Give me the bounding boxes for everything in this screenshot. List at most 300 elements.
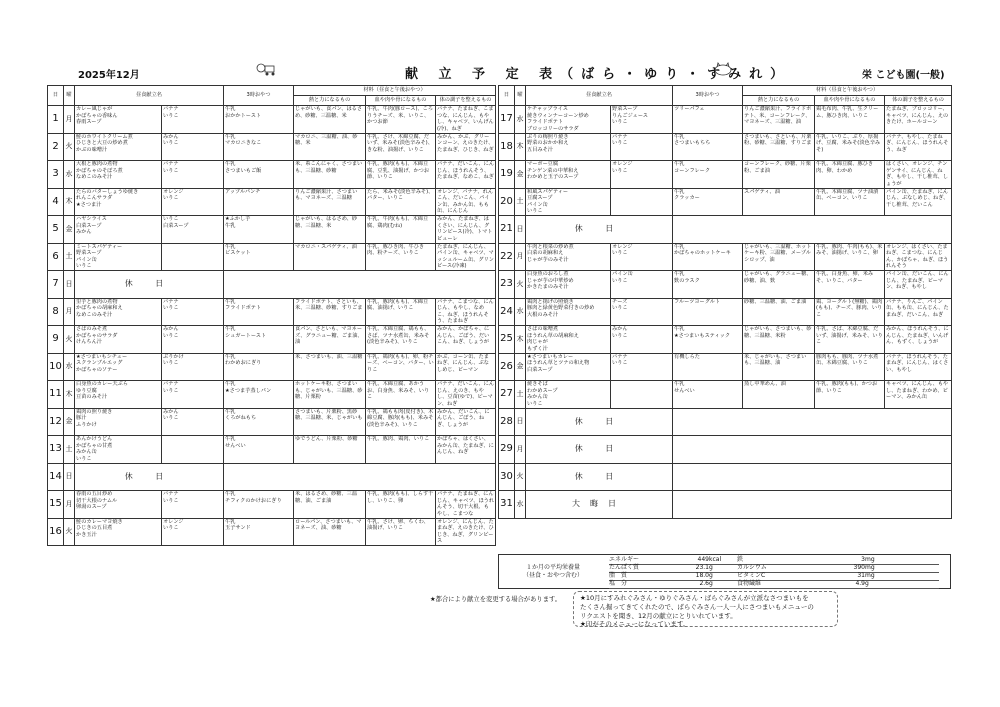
weekday: 日 — [64, 271, 75, 299]
nutrient-unit: kcal — [709, 556, 722, 563]
fruit-side: オレンジ いりこ — [162, 518, 224, 546]
col-lunch: 昼食献立名 — [526, 86, 673, 106]
menu-row — [499, 408, 952, 436]
ingredients-yellow: 牛乳、木綿豆腐、鶏もも、さば、ツナ水煮缶、米みそ(淡色辛みそ)、いりこ — [366, 326, 436, 354]
menu-row — [48, 161, 496, 189]
holiday-label: 休 日 — [526, 408, 673, 436]
nutrient-name: カルシウム — [737, 564, 767, 571]
snack-menu: 牛乳 ★さつまいもスティック — [673, 326, 743, 354]
col-red: 熱と力になるもの — [294, 96, 366, 106]
empty-cell — [224, 271, 496, 299]
fruit-side: みかん いりこ — [611, 326, 673, 354]
ingredients-green: バナナ、ほうれんそう、たまねぎ、にんじん、はくさい、もやし — [885, 353, 952, 381]
ingredients-green: キャベツ、にんじん、もやし、たまねぎ、わかめ、ピーマン、みかん缶 — [885, 381, 952, 409]
snack-menu: 牛乳 シュガートースト — [224, 326, 294, 354]
day-number: 25 — [499, 326, 515, 354]
lunch-menu: 焼きそば わかめスープ みかん缶 いりこ — [526, 381, 611, 409]
fruit-side: バナナ いりこ — [162, 106, 224, 134]
ingredients-green: バナナ、たまねぎ、こまつな、にんじん、もやし、キャベツ、いんげん(冷)、ねぎ — [437, 106, 494, 132]
menu-row — [48, 298, 496, 326]
ingredients-red: じゃがいも、三温糖、ホットケーキ粉、三温糖、メープルシロップ、油 — [743, 243, 815, 271]
menu-row — [499, 133, 952, 161]
fruit-side — [611, 381, 673, 409]
ingredients-red: じゃがいも、はるさめ、砂糖、三温糖、米 — [294, 216, 366, 244]
weekday: 金 — [64, 216, 75, 244]
fruit-side: バナナ いりこ — [611, 133, 673, 161]
ingredients-red: じゃがいも、グラニュー糖、砂糖、油、麩 — [743, 271, 815, 299]
col-yellow: 血や肉や骨になるもの — [366, 96, 436, 106]
nutrition-table — [498, 554, 951, 589]
weekday: 水 — [64, 353, 75, 381]
weekday: 月 — [515, 243, 526, 271]
empty-cell — [673, 436, 952, 464]
menu-row — [499, 381, 952, 409]
snack-menu: 牛乳 ★さつま芋蒸しパン — [224, 381, 294, 409]
nutrient-unit: g — [709, 564, 713, 571]
menu-row — [499, 491, 952, 519]
nutrition-label: １か月の平均栄養量 （昼食・おやつ含む） — [522, 564, 583, 580]
nutrient-unit: g — [709, 580, 713, 587]
ingredients-green: みかん、たまねぎ、はくさい、にんじん、グリンピース(冷)、トマトピューレ — [436, 216, 496, 244]
day-number: 27 — [499, 381, 515, 409]
ingredients-green: パイン缶、たまねぎ、にんじん、ぶなしめじ、ねぎ、干し椎茸、だいこん — [885, 188, 952, 216]
nutrient-value: 3 — [861, 556, 865, 563]
col-green: 体の調子を整えるもの — [885, 96, 952, 106]
lunch-menu: 鮭のカレーマヨ焼き ひじきの五目煮 かき玉汁 — [75, 518, 162, 546]
nutrient-name: 鉄 — [737, 556, 744, 563]
day-number: 2 — [48, 133, 64, 161]
empty-cell — [673, 491, 952, 519]
fruit-side: オレンジ いりこ — [611, 243, 673, 271]
day-number: 23 — [499, 271, 515, 299]
nutrient-unit: mg — [865, 572, 875, 579]
ingredients-yellow: 豚肉もも、豚肉、ツナ水煮缶、木綿豆腐、いりこ — [815, 353, 885, 381]
ingredients-yellow: 牛乳、豚肉(もも)、かつお節、いりこ — [815, 381, 885, 409]
day-number: 17 — [499, 106, 515, 134]
menu-row — [499, 463, 952, 491]
ingredients-red: スパゲティ、油 — [743, 188, 815, 216]
weekday: 土 — [515, 188, 526, 216]
nutrient-name: たんぱく質 — [609, 564, 640, 571]
fruit-side — [162, 436, 224, 464]
day-number: 26 — [499, 353, 515, 381]
fruit-side: オレンジ いりこ — [611, 161, 673, 189]
ingredients-green: バナナ、こまつな、にんじん、もやし、なめこ、ねぎ、ほうれんそう、たまねぎ — [437, 298, 494, 324]
snack-menu: 牛乳 ビスケット — [224, 243, 294, 271]
weekday: 火 — [64, 133, 75, 161]
ingredients-yellow: 牛乳、さば、木綿豆腐、だいず、油揚げ、米みそ、いりこ — [815, 326, 885, 354]
day-number: 4 — [48, 188, 64, 216]
lunch-menu: ★さつまいもカレー ほうれん草とツナの和え物 白菜スープ — [526, 353, 611, 381]
lunch-menu: 牛肉と根菜の炒め煮 白菜の胡麻和え じゃが芋のみそ汁 — [526, 243, 611, 271]
ingredients-green: バナナ、たまねぎ、にんじん、キャベツ、ほうれんそう、切干大根、もやし、こまつな — [437, 491, 495, 517]
ingredients-yellow: たら、米みそ(淡色辛みそ)、バター、いりこ — [366, 188, 436, 216]
snack-menu: 牛乳 クラッカー — [673, 188, 743, 216]
col-day: 日 — [48, 86, 64, 106]
year-month: 2025年12月 — [78, 70, 140, 81]
nutrient-name: ビタミンC — [737, 572, 766, 579]
ingredients-green: かぼちゃ、はくさい、みかん缶、たまねぎ、にんじん、ねぎ — [436, 436, 496, 464]
weekday: 日 — [515, 408, 526, 436]
day-number: 8 — [48, 298, 64, 326]
menu-table-right — [498, 85, 952, 519]
menu-row — [499, 326, 952, 354]
ingredients-green: たまねぎ、にんじん、パイン缶、キャベツ、マッシュルーム缶、グリンピース(冷凍) — [437, 243, 494, 269]
snack-menu: 牛乳 わかめおにぎり — [224, 353, 294, 381]
ingredients-yellow: 鶏、ヨーグルト(無糖)、鶏肉(もも)、チーズ、豚肉、いりこ — [815, 298, 885, 326]
ingredients-yellow: 牛乳、木綿豆腐、あかうお、白身魚、米みそ、いりこ — [366, 381, 436, 409]
snack-menu: 有機しらた — [673, 353, 743, 381]
day-number: 24 — [499, 298, 515, 326]
lunch-menu: カレー風じゃが かぼちゃの香味ん 春雨スープ — [75, 106, 162, 134]
ingredients-yellow: 牛乳、牛肉(もも)、木綿豆腐、鶏肉(むね) — [366, 216, 436, 244]
fruit-side: バナナ いりこ — [162, 491, 224, 519]
ingredients-green: オレンジ、はくさい、たまねぎ、こまつな、にんじん、かぼちゃ、ねぎ、ほうれんそう — [885, 243, 952, 271]
cat-illustration — [712, 62, 734, 76]
weekday: 土 — [64, 243, 75, 271]
fruit-side: オレンジ いりこ — [162, 188, 224, 216]
col-ingredients: 材料（昼食と午後おやつ） — [294, 86, 496, 96]
menu-row — [48, 188, 496, 216]
weekday: 土 — [64, 436, 75, 464]
ingredients-green: バナナ、だいこん、にんじん、えのき、もやし、豆苗(ゆで)、ピーマン、ねぎ — [437, 381, 495, 407]
nursery-name: 栄 こども園(一般) — [862, 70, 945, 81]
fruit-side: パイン缶 いりこ — [611, 271, 673, 299]
snack-menu: ★ふかし芋 牛乳 — [224, 216, 294, 244]
ingredients-red: りんご濃縮果汁、さつまいも、マヨネーズ、三温糖 — [294, 188, 366, 216]
day-number: 14 — [48, 463, 64, 491]
day-number: 7 — [48, 271, 64, 299]
empty-cell — [673, 216, 952, 244]
ingredients-green: みかん、だいこん、にんじん、ごぼう、ねぎ、しょうが — [436, 408, 496, 436]
lunch-menu: 白身魚のカレー天ぷら ゆり豆腐 豆苗のみそ汁 — [75, 381, 162, 409]
nutrient-name: 塩 分 — [609, 580, 628, 587]
ingredients-red: さつまいも、さといも、片栗粉、砂糖、三温糖、すりごま — [743, 133, 815, 161]
lunch-menu: ケチャップライス 焼きウィンナーコーン炒め フライドポテト ブロッコリーのサラダ — [526, 106, 611, 134]
nutrient-value: 449 — [697, 556, 709, 563]
nutrient-unit: mg — [865, 556, 875, 563]
menu-row — [499, 271, 952, 299]
holiday-label: 休 日 — [526, 463, 673, 491]
weekday: 月 — [64, 298, 75, 326]
ingredients-red: りんご濃縮果汁、フライドポテト、米、コーンフレーク、マヨネーズ、三温糖、油 — [743, 106, 815, 134]
day-number: 30 — [499, 463, 515, 491]
col-snack: 3時おやつ — [673, 86, 743, 106]
fruit-side: バナナ いりこ — [611, 353, 673, 381]
weekday: 木 — [515, 326, 526, 354]
weekday: 水 — [515, 106, 526, 134]
ingredients-yellow: 牛乳、牛肉(豚ロース)、ころりうチーズ、米、いりこ、かつお節 — [366, 106, 436, 134]
lunch-menu: 鶏肉の照り焼き 豚汁 ふりかけ — [75, 408, 162, 436]
day-number: 18 — [499, 133, 515, 161]
menu-row — [48, 408, 496, 436]
snack-menu: 牛乳 麩のラスク — [673, 271, 743, 299]
weekday: 水 — [64, 161, 75, 189]
weekday: 火 — [515, 271, 526, 299]
menu-row — [48, 436, 496, 464]
lunch-menu: あんかけうどん かぼちゃの甘煮 みかん缶 いりこ — [75, 436, 162, 464]
holiday-label: 休 日 — [75, 271, 224, 299]
lunch-menu: 里芋と豚肉の煮物 かぼちゃの胡麻和え なめこのみそ汁 — [75, 298, 162, 326]
empty-cell — [673, 463, 952, 491]
ingredients-red: ロールパン、さつまいも、マヨネーズ、油、砂糖 — [294, 518, 366, 546]
ingredients-yellow: 牛乳、いりこ、ぶり、厚揚げ、豆腐、米みそ(淡色辛みそ) — [815, 133, 885, 161]
col-red: 熱と力になるもの — [743, 96, 815, 106]
weekday: 火 — [64, 518, 75, 546]
ingredients-red: じゃがいも、さつまいも、砂糖、三温糖、米粉 — [743, 326, 815, 354]
day-number: 15 — [48, 491, 64, 519]
ingredients-red: さつまいも、片栗粉、黒砂糖、三温糖、米、じゃがいも — [294, 408, 366, 436]
ingredients-yellow: 牛乳、豚肉(もも)、木綿豆腐、油揚げ、いりこ — [366, 298, 436, 326]
change-notice: ★都合により献立を変更する場合があります。 — [430, 596, 562, 603]
lunch-menu: 和風スパゲティー 豆腐スープ パイン缶 いりこ — [526, 188, 611, 216]
snack-menu: 牛乳 チフィクのかけおにぎり — [224, 491, 294, 519]
fruit-side — [162, 243, 224, 271]
weekday: 月 — [515, 436, 526, 464]
day-number: 16 — [48, 518, 64, 546]
snack-menu: 牛乳 さつまいもちち — [673, 133, 743, 161]
ingredients-yellow: 牛乳、白身魚、卵、米みそ、いりこ、バター — [815, 271, 885, 299]
ingredients-red: 米、はるさめ、砂糖、三温糖、油、ごま油 — [294, 491, 366, 519]
ingredients-green: みかん、ほうれんそう、にんじん、たまねぎ、いんげん、もずく、しょうが — [885, 326, 952, 354]
holiday-label: 休 日 — [75, 463, 224, 491]
snack-menu: 牛乳 かぼちゃのホットケーキ — [673, 243, 743, 271]
fruit-side: みかん いりこ — [162, 326, 224, 354]
weekday: 日 — [64, 463, 75, 491]
snack-menu: 牛乳 マカロニきなこ — [224, 133, 294, 161]
nutrient-unit: mg — [865, 564, 875, 571]
lunch-menu: ★さつまいもシチュー スクランブルエッグ かぼちゃのソテー — [75, 353, 162, 381]
day-number: 21 — [499, 216, 515, 244]
menu-row — [48, 381, 496, 409]
ingredients-yellow: 牛乳、さけ、木綿豆腐、だいず、米みそ(淡色辛みそ)、きな粉、油揚げ、いりこ — [366, 133, 436, 161]
ingredients-green: かぶ、コーン缶、たまねぎ、にんじん、ぶなしめじ、ピーマン — [436, 353, 496, 381]
menu-row — [48, 271, 496, 299]
toy-car-illustration — [255, 62, 277, 76]
snack-menu: 牛乳 フライドポテト — [224, 298, 294, 326]
menu-table-left — [47, 85, 496, 546]
weekday: 月 — [64, 491, 75, 519]
snack-menu: 牛乳 せんべい — [673, 381, 743, 409]
ingredients-red: 米、糸こんにゃく、さつまいも、三温糖、砂糖 — [294, 161, 366, 189]
day-number: 22 — [499, 243, 515, 271]
ingredients-red: ホットケーキ粉、さつまいも、じゃがいも、三温糖、砂糖、片栗粉 — [294, 381, 366, 409]
day-number: 29 — [499, 436, 515, 464]
holiday-label: 休 日 — [526, 216, 673, 244]
menu-row — [48, 491, 496, 519]
weekday: 木 — [64, 188, 75, 216]
col-yellow: 血や肉や骨になるもの — [815, 96, 885, 106]
lunch-menu: ミートスパゲティー 野菜スープ パイン缶 いりこ — [75, 243, 162, 271]
menu-row — [48, 133, 496, 161]
nutrient-name: 脂 質 — [609, 572, 628, 579]
menu-row — [48, 216, 496, 244]
day-number: 20 — [499, 188, 515, 216]
ingredients-green: パイン缶、だいこん、にんじん、たまねぎ、ピーマン、ねぎ、もやし — [885, 271, 952, 299]
fruit-side — [611, 188, 673, 216]
ingredients-yellow: 牛乳、鶏肉(もも)、卵、粉チーズ、ベーコン、バター、いりこ — [366, 353, 436, 381]
fruit-side: みかん いりこ — [162, 408, 224, 436]
nutrient-value: 18.0 — [695, 572, 709, 579]
menu-row — [499, 243, 952, 271]
ingredients-green: バナナ、だいこん、にんじん、ほうれんそう、たまねぎ、なめこ、ねぎ — [436, 161, 496, 189]
weekday: 水 — [515, 491, 526, 519]
ingredients-red: コーンフレーク、砂糖、片栗粉、ごま油 — [743, 161, 815, 189]
lunch-menu: 大根と豚肉の煮物 かぼちゃのそぼろ煮 なめこのみそ汁 — [75, 161, 162, 189]
ingredients-yellow: 牛乳、豚肉、牛肉(もも)、米みそ、油揚げ、いりこ、卵 — [815, 243, 885, 271]
nutrient-value: 31 — [857, 572, 865, 579]
nutrition-row — [609, 557, 939, 565]
col-day: 日 — [499, 86, 515, 106]
lunch-menu: さばのみそ煮 かぼちゃのサラダ けんちん汁 — [75, 326, 162, 354]
nutrition-row — [609, 573, 939, 581]
ingredients-yellow: 牛乳、木綿豆腐、豚ひき肉、卵、わかめ — [815, 161, 885, 189]
snack-menu: ツリーパフェ — [673, 106, 743, 134]
ingredients-red: マカロニ・スパゲティ、油 — [294, 243, 366, 271]
ingredients-green: みかん、かぶ、グリーンコーン、えのきたけ、たまねぎ、ひじき、ねぎ — [436, 133, 496, 161]
snack-menu: 牛乳 玉子サンド — [224, 518, 294, 546]
snack-menu: 牛乳 コーンフレーク — [673, 161, 743, 189]
nutrient-name: 食物繊維 — [737, 580, 762, 587]
fruit-side: ぶりかけ いりこ — [162, 353, 224, 381]
day-number: 5 — [48, 216, 64, 244]
ingredients-red: 米、さつまいも、油、三温糖 — [294, 353, 366, 381]
day-number: 19 — [499, 161, 515, 189]
nutrition-row — [609, 565, 939, 573]
ingredients-green: はくさい、オレンジ、チンゲンサイ、にんじん、ねぎ、もやし、干し椎茸、しょうが — [885, 161, 952, 189]
weekday: 土 — [515, 381, 526, 409]
holiday-label: 大晦日 — [526, 491, 673, 519]
weekday: 月 — [64, 106, 75, 134]
snack-menu: アップルパンチ — [224, 188, 294, 216]
ingredients-green: バナナ、もやし、たまねぎ、にんじん、ほうれんそう、ねぎ — [885, 133, 952, 161]
day-number: 12 — [48, 408, 64, 436]
menu-row — [48, 353, 496, 381]
empty-cell — [673, 408, 952, 436]
nutrition-row — [609, 581, 939, 589]
ingredients-green: バナナ、りんご、パイン缶、もも缶、にんじん、たまねぎ、だいこん、ねぎ — [885, 298, 952, 326]
col-snack: 3時おやつ — [224, 86, 294, 106]
lunch-menu: たらのバターしょうゆ焼き れんこんサラダ ★さつま汁 — [75, 188, 162, 216]
ingredients-red: ゆでうどん、片栗粉、砂糖 — [294, 436, 366, 464]
nutrient-name: エネルギー — [609, 556, 640, 563]
menu-row — [499, 353, 952, 381]
menu-row — [48, 518, 496, 546]
lunch-menu: マーボー豆腐 チンゲン菜の中華和え わかめと玉子のスープ — [526, 161, 611, 189]
nutrient-value: 23.1 — [695, 564, 709, 571]
menu-row — [48, 463, 496, 491]
fruit-side: バナナ いりこ — [162, 298, 224, 326]
holiday-label: 休 日 — [526, 436, 673, 464]
fruit-side: バナナ いりこ — [162, 161, 224, 189]
weekday: 火 — [515, 463, 526, 491]
fruit-side: チーズ いりこ — [611, 298, 673, 326]
day-number: 9 — [48, 326, 64, 354]
fruit-side: みかん いりこ — [162, 133, 224, 161]
menu-row — [499, 161, 952, 189]
lunch-menu: ハヤシライス 白菜スープ みかん — [75, 216, 162, 244]
fruit-side: いりこ 白菜スープ — [162, 216, 224, 244]
snack-menu: 牛乳 くろがねもち — [224, 408, 294, 436]
ingredients-yellow: 牛乳、豚肉、鶏肉、いりこ — [366, 436, 436, 464]
lunch-menu: さばの味噌煮 ほうれん草の胡麻和え 肉じゃが もずく汁 — [526, 326, 611, 354]
ingredients-green: オレンジ、バナナ、れんこん、だいこん、パイン缶、みかん缶、もも缶、にんじん — [436, 188, 496, 216]
menu-row — [499, 106, 952, 134]
menu-row — [499, 216, 952, 244]
weekday: 金 — [515, 161, 526, 189]
day-number: 11 — [48, 381, 64, 409]
weekday: 金 — [515, 353, 526, 381]
day-number: 3 — [48, 161, 64, 189]
lunch-menu: 鮭のホワイトクリーム煮 ひじきと大豆の炒め煮 かぶの味噌汁 — [75, 133, 162, 161]
lunch-menu: 春雨の五目炒め 切干大根のナムル 卵湯のスープ — [75, 491, 162, 519]
ingredients-yellow: 牛乳、鶏もも肉(皮付き)、木綿豆腐、豚肉(もも)、米みそ(淡色辛みそ)、いりこ — [366, 408, 436, 436]
weekday: 木 — [64, 381, 75, 409]
menu-row — [48, 106, 496, 134]
day-number: 13 — [48, 436, 64, 464]
menu-row — [499, 436, 952, 464]
ingredients-yellow: 鶏毛布肉、牛乳、生クリーム、豚ひき肉、いりこ — [815, 106, 885, 134]
snack-menu: 牛乳 おかかトースト — [224, 106, 294, 134]
snack-menu: フルーツヨーグルト — [673, 298, 743, 326]
nutrient-value: 2.6 — [699, 580, 709, 587]
nutrient-unit: g — [865, 580, 869, 587]
day-number: 1 — [48, 106, 64, 134]
lunch-menu: 白身魚のおろし煮 じゃが芋の中華炒め かきたまのみそ汁 — [526, 271, 611, 299]
day-number: 6 — [48, 243, 64, 271]
weekday: 金 — [64, 408, 75, 436]
menu-row — [48, 326, 496, 354]
fruit-side: バナナ いりこ — [162, 381, 224, 409]
snack-menu: 牛乳 さつまいもご飯 — [224, 161, 294, 189]
ingredients-yellow: 牛乳、豚肉(もも)、しらす干し、いりこ、卵 — [366, 491, 436, 519]
nutrient-value: 390 — [853, 564, 865, 571]
ingredients-red: 蒸し中華めん、油 — [743, 381, 815, 409]
col-green: 体の調子を整えるもの — [436, 96, 496, 106]
menu-row — [499, 188, 952, 216]
ingredients-red: フライドポテト、さといも、米、三温糖、砂糖、すりごま — [294, 298, 366, 326]
weekday: 水 — [515, 298, 526, 326]
day-number: 31 — [499, 491, 515, 519]
ingredients-red: 食パン、さといも、マヨネーズ、グラニュー糖、ごま油、油 — [294, 326, 366, 354]
col-weekday: 曜 — [515, 86, 526, 106]
lunch-menu: 鶏肉と揚げの照焼き 豚肉と緑黄色野菜付きの炒め 大根のみそ汁 — [526, 298, 611, 326]
ingredients-green: たまねぎ、ブロッコリー、キャベツ、にんじん、えのきたけ、ホールコーン — [885, 106, 952, 134]
ingredients-green: みかん、かぼちゃ、にんじん、ごぼう、だいこん、ねぎ、しょうが — [436, 326, 496, 354]
ingredients-yellow: 牛乳、木綿豆腐、ツナ油漬缶、ベーコン、いりこ — [815, 188, 885, 216]
sweet-potato-notice: ★10月にすみれぐみさん・ゆりぐみさん・ばらぐみさんが立派なさつまいもを たくさん掘ってきてくれたので、ばらぐみさん一人一人にさつまいもメニューの リクエストを聞き、12月の献立にとりいれています。 ★印がそのメニューになっています。 — [573, 591, 838, 627]
day-number: 28 — [499, 408, 515, 436]
menu-row — [48, 243, 496, 271]
ingredients-red: 米、じゃがいも、さつまいも、三温糖、油 — [743, 353, 815, 381]
nutrient-unit: g — [709, 572, 713, 579]
ingredients-red: マカロニ、三温糖、油、砂糖、米 — [294, 133, 366, 161]
nutrient-value: 4.9 — [855, 580, 865, 587]
ingredients-yellow: 牛乳、さけ、卵、ちくわ、油揚げ、いりこ — [366, 518, 436, 546]
ingredients-yellow: 牛乳、豚肉(もも)、木綿豆腐、豆乳、油揚げ、かつお節、いりこ — [366, 161, 436, 189]
ingredients-yellow: 牛乳、豚ひき肉、牛ひき肉、粉チーズ、いりこ — [366, 243, 436, 271]
ingredients-green: オレンジ、にんじん、たまねぎ、えのきたけ、ひじき、ねぎ、グリンピース — [437, 518, 494, 544]
ingredients-red: じゃがいも、食パン、はるさめ、砂糖、三温糖、米 — [294, 106, 366, 134]
col-ingredients: 材料（昼食と午後おやつ） — [743, 86, 952, 96]
col-lunch: 昼食献立名 — [75, 86, 224, 106]
col-weekday: 曜 — [64, 86, 75, 106]
weekday: 火 — [64, 326, 75, 354]
menu-row — [499, 298, 952, 326]
empty-cell — [224, 463, 496, 491]
snack-menu: 牛乳 せんべい — [224, 436, 294, 464]
page-title: 献 立 予 定 表（ばら・ゆり・すみれ） — [405, 67, 792, 82]
